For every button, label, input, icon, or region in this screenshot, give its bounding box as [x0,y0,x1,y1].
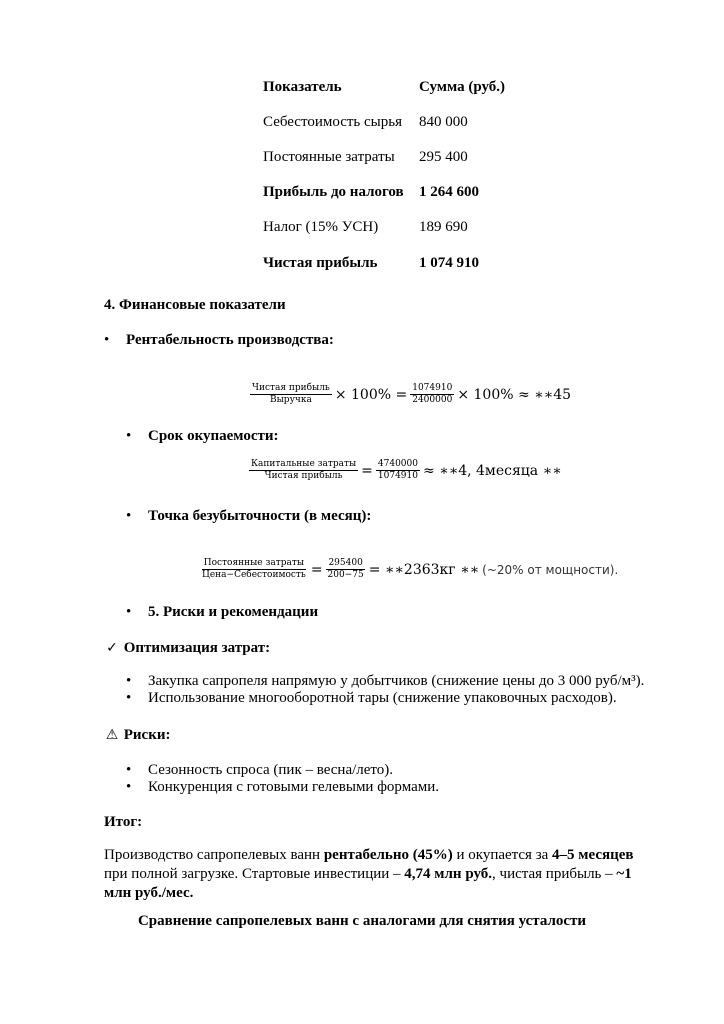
breakeven-formula: $\frac{\text{Постоянные затраты}}{\text{Цена−Себестоимость}}$ = $\frac{295400}{200-75}$ = ∗∗2363кг ∗∗ (~20% от мощности). [202,558,619,580]
bullet: • [104,332,110,348]
fraction: $\frac{\text{Капитальные затраты}}{\text{Чистая прибыль}}$ [251,459,357,481]
table-header-amount: Сумма (руб.) [419,79,506,95]
fraction: $\frac{295400}{200-75}$ [327,558,364,580]
payback-formula: $\frac{\text{Капитальные затраты}}{\text{Чистая прибыль}}$ = $\frac{4740000}{1074910}$ ≈ ∗∗4, 4месяца ∗∗ [251,459,562,481]
list-item: • Закупка сапропеля напрямую у добытчиков (снижение цены до 3 000 руб/м³). [126,673,644,690]
list-item: • Конкуренция с готовыми гелевыми формами. [126,779,439,796]
table-header-indicator: Показатель [263,79,342,95]
fraction: $\frac{1074910}{2400000}$ [412,383,453,405]
table-row-value: 1 264 600 [419,184,479,200]
list-item: • Использование многооборотной тары (снижение упаковочных расходов). [126,690,644,707]
table-row-label: Себестоимость сырья [263,114,402,130]
risks-heading: ⚠ Риски: [105,727,171,743]
checkmark-icon: ✓ [106,640,118,656]
bullet: • [126,508,132,524]
section-heading-risks: 5. Риски и рекомендации [148,604,319,620]
bullet: • [126,428,132,444]
bullet: • [126,604,132,620]
table-row-label: Налог (15% УСН) [263,219,379,235]
list-item: • Сезонность спроса (пик – весна/лето). [126,762,439,779]
fraction: $\frac{\text{Чистая прибыль}}{\text{Выручка}}$ [252,383,330,405]
profitability-formula: $\frac{\text{Чистая прибыль}}{\text{Выручка}}$ × 100% = $\frac{1074910}{2400000}$ × 100% ≈ ∗∗45 [252,383,572,405]
section-heading-financial: 4. Финансовые показатели [104,297,286,313]
payback-label: Срок окупаемости: [148,428,279,444]
table-row-value: 840 000 [419,114,468,130]
table-row-value: 189 690 [419,219,468,235]
table-row-value: 1 074 910 [419,255,479,271]
table-row-label: Постоянные затраты [263,149,395,165]
optimization-heading: ✓ Оптимизация затрат: [104,640,270,657]
summary-title: Итог: [104,814,143,830]
table-row-value: 295 400 [419,149,468,165]
breakeven-label: Точка безубыточности (в месяц): [148,508,372,524]
table-row-label: Прибыль до налогов [263,184,404,200]
fraction: $\frac{\text{Постоянные затраты}}{\text{Цена−Себестоимость}}$ [202,558,306,580]
summary-paragraph: Производство сапропелевых ванн рентабельно (45%) и окупается за 4–5 месяцев при полной загрузке. Стартовые инвестиции – 4,74 млн руб., чистая прибыль – ~1 млн руб./мес. [104,847,634,901]
comparison-heading: Сравнение сапропелевых ванн с аналогами для снятия усталости [137,913,587,929]
optimization-list [126,673,644,707]
profitability-label: Рентабельность производства: [126,332,334,348]
risks-list [126,762,439,796]
fraction: $\frac{4740000}{1074910}$ [377,459,418,481]
breakeven-note: (~20% от мощности). [482,562,619,577]
warning-icon: ⚠ [105,727,119,743]
table-row-label: Чистая прибыль [263,255,378,271]
